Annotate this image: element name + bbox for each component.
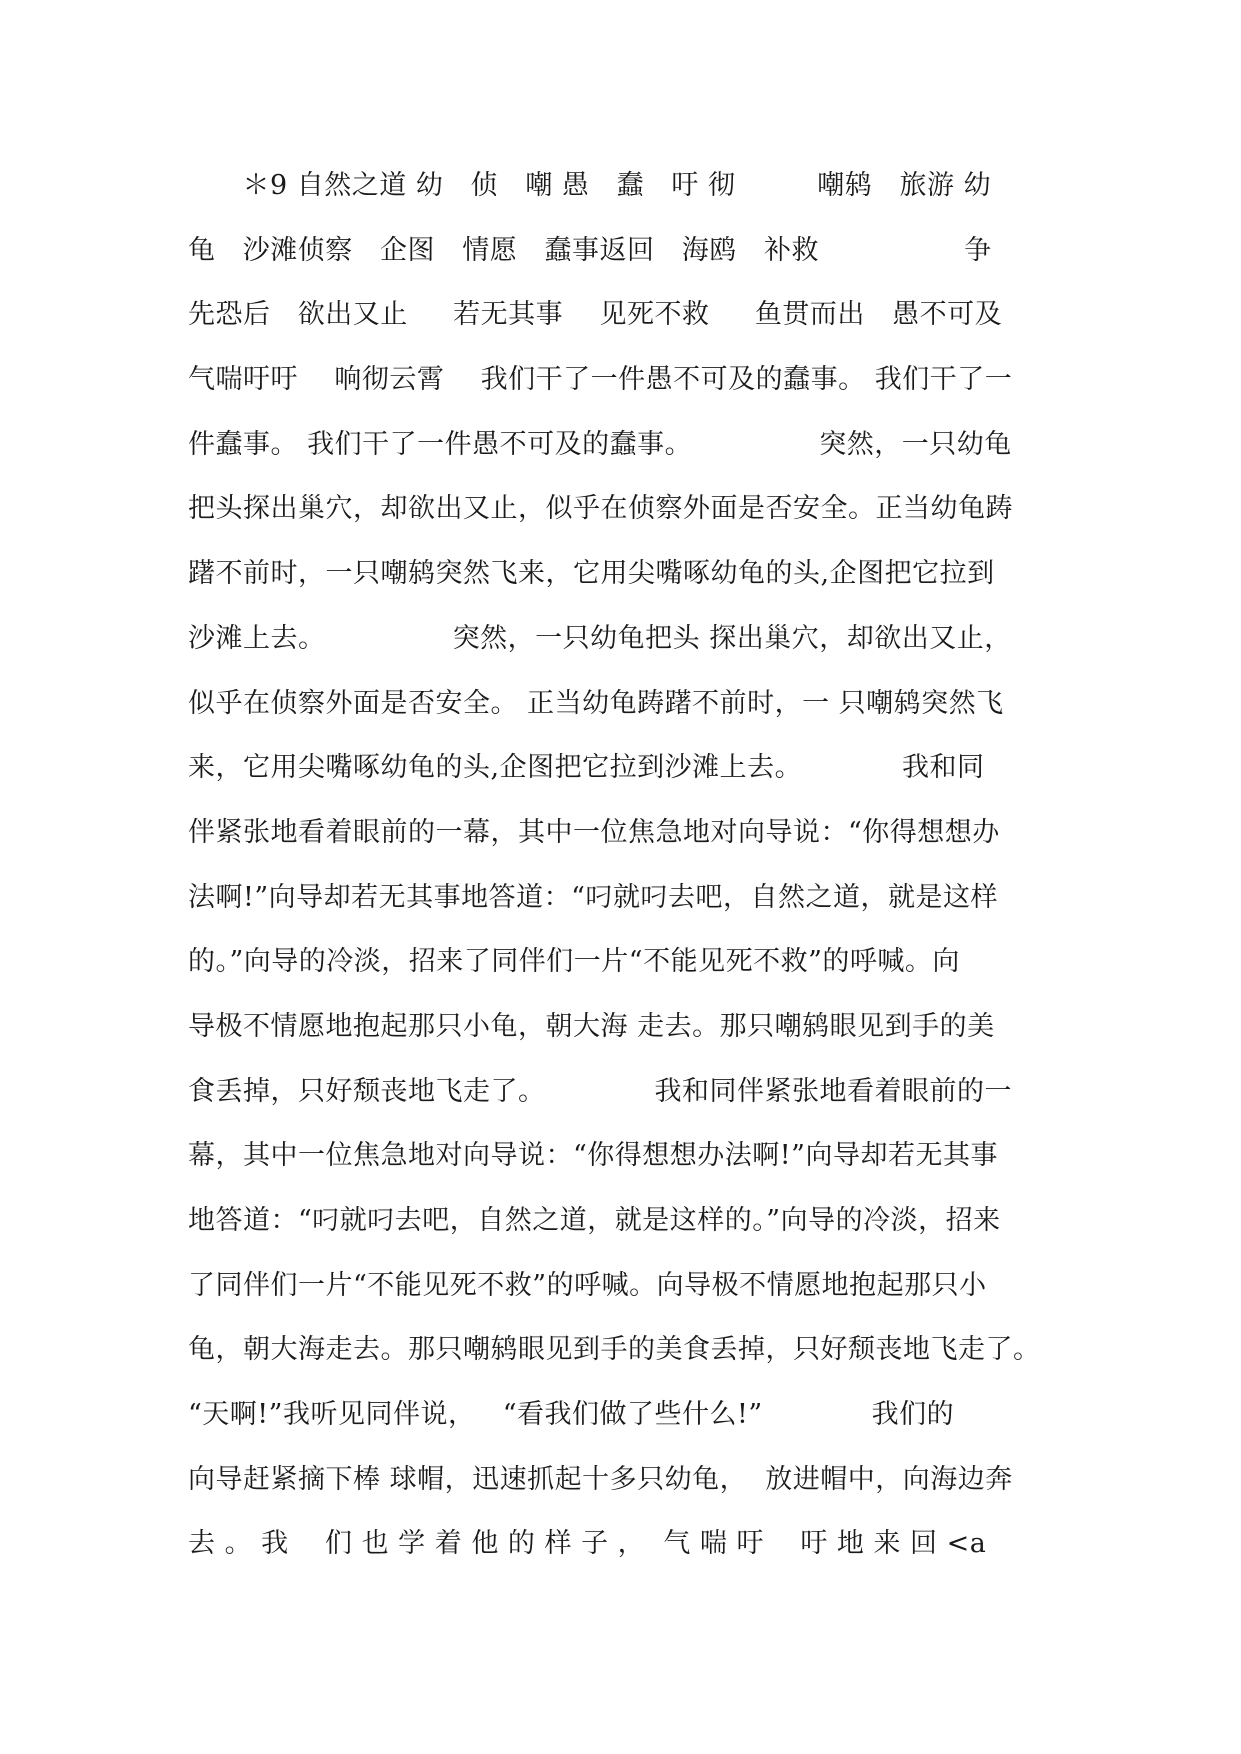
text-line: 似乎在侦察外面是否安全。 正当幼龟踌躇不前时，一 只嘲鸫突然飞 — [188, 687, 1004, 719]
text-line: 来，它用尖嘴啄幼龟的头,企图把它拉到沙滩上去。 我和同 — [188, 752, 985, 784]
text-line: 幕，其中一位焦急地对向导说：“你得想想办法啊!”向导却若无其事 — [188, 1140, 998, 1172]
text-line: 去 。 我 们 也 学 着 他 的 样 子 ， 气 喘 吁 吁 地 来 回 <a — [188, 1528, 987, 1560]
text-line: 沙滩上去。 突然，一只幼龟把头 探出巢穴，却欲出又止， — [188, 622, 1012, 654]
text-line: “天啊!”我听见同伴说， “看我们做了些什么!” 我们的 — [188, 1399, 955, 1431]
text-line: 龟 沙滩侦察 企图 情愿 蠢事返回 海鸥 补救 争 — [188, 234, 992, 266]
text-line: 把头探出巢穴，却欲出又止，似乎在侦察外面是否安全。正当幼龟踌 — [188, 493, 1013, 525]
text-line: 的。”向导的冷淡，招来了同伴们一片“不能见死不救”的呼喊。向 — [188, 946, 960, 978]
text-line: 导极不情愿地抱起那只小龟，朝大海 走去。那只嘲鸫眼见到手的美 — [188, 1010, 995, 1042]
text-line: 法啊!”向导却若无其事地答道：“叼就叼去吧，自然之道，就是这样 — [188, 881, 998, 913]
text-line: 地答道：“叼就叼去吧，自然之道，就是这样的。”向导的冷淡，招来 — [188, 1205, 1001, 1236]
text-line: 气喘吁吁 响彻云霄 我们干了一件愚不可及的蠢事。 我们干了一 — [188, 364, 1013, 396]
body-text — [188, 154, 1063, 1577]
text-line: 件蠢事。 我们干了一件愚不可及的蠢事。 突然，一只幼龟 — [188, 428, 1012, 460]
text-line: 伴紧张地看着眼前的一幕，其中一位焦急地对向导说：“你得想想办 — [188, 816, 1000, 848]
text-line: 向导赶紧摘下棒 球帽，迅速抓起十多只幼龟， 放进帽中，向海边奔 — [188, 1463, 1013, 1495]
text-line: 躇不前时，一只嘲鸫突然飞来，它用尖嘴啄幼龟的头,企图把它拉到 — [188, 558, 995, 590]
text-line: ＊9 自然之道 幼 侦 嘲 愚 蠢 吁 彻 嘲鸫 旅游 幼 — [188, 170, 992, 201]
text-line: 食丢掉，只好颓丧地飞走了。 我和同伴紧张地看着眼前的一 — [188, 1075, 1012, 1107]
text-line: 了同伴们一片“不能见死不救”的呼喊。向导极不情愿地抱起那只小 — [188, 1269, 987, 1301]
text-line: 先恐后 欲出又止 若无其事 见死不救 鱼贯而出 愚不可及 — [188, 299, 1003, 331]
text-line: 龟，朝大海走去。那只嘲鸫眼见到手的美食丢掉，只好颓丧地飞走了。 — [188, 1334, 1041, 1366]
